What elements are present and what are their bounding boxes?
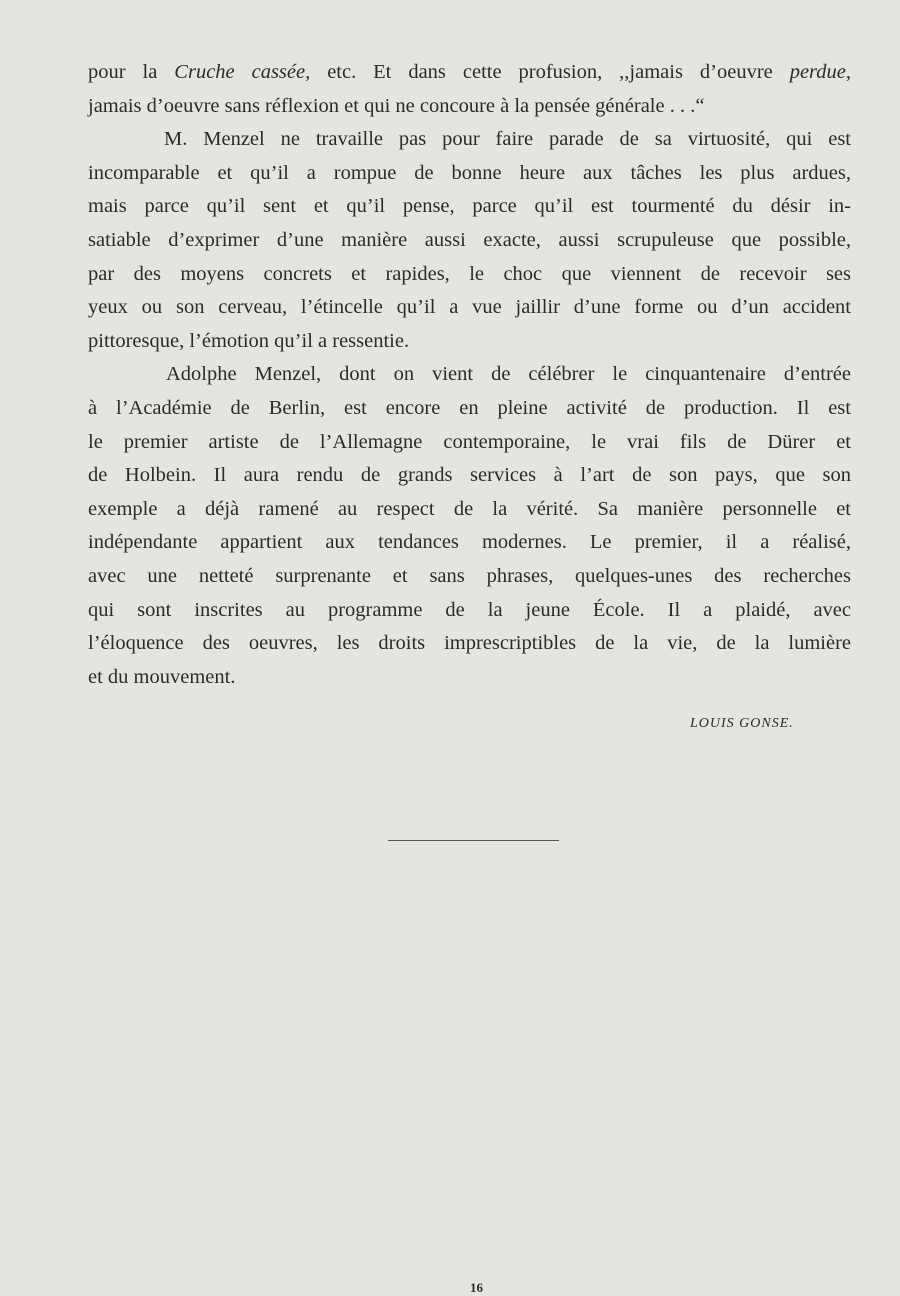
text-line: de Holbein. Il aura rendu de grands services à l’art de son pays, que son [88, 464, 851, 487]
text-line: le premier artiste de l’Allemagne contemporaine, le vrai fils de Dürer et [88, 430, 851, 453]
text-line: exemple a déjà ramené au respect de la vérité. Sa manière personnelle et [88, 497, 851, 520]
text-line: indépendante appartient aux tendances modernes. Le premier, il a réalisé, [88, 531, 851, 554]
italic-title: Cruche cassée, [174, 61, 311, 83]
text-line: Adolphe Menzel, dont on vient de célébrer le cinquantenaire d’entrée [166, 363, 851, 386]
text-line: par des moyens concrets et rapides, le choc que viennent de recevoir ses [88, 262, 851, 285]
page-number: 16 [470, 1280, 483, 1295]
text-line: l’éloquence des oeuvres, les droits imprescriptibles de la vie, de la lumière [88, 632, 851, 655]
body-text [88, 56, 851, 694]
text-line: M. Menzel ne travaille pas pour faire parade de sa virtuosité, qui est [164, 128, 851, 151]
text-line: et du mouvement. [88, 665, 236, 688]
text-run: , [845, 61, 851, 83]
text-line: avec une netteté surprenante et sans phrases, quelques-unes des recherches [88, 564, 851, 587]
text-run: pour la [88, 61, 175, 83]
text-line: mais parce qu’il sent et qu’il pense, parce qu’il est tourmenté du désir in- [88, 195, 851, 218]
italic-word: perdue [789, 61, 846, 83]
text-line: incomparable et qu’il a rompue de bonne heure aux tâches les plus ardues, [88, 161, 851, 184]
paragraph-continuation [88, 56, 851, 123]
text-line: yeux ou son cerveau, l’étincelle qu’il a vue jaillir d’une forme ou d’un accident [88, 296, 851, 319]
paragraph [88, 123, 851, 358]
text-line: satiable d’exprimer d’une manière aussi exacte, aussi scrupuleuse que possible, [88, 228, 851, 251]
text-line: jamais d’oeuvre sans réflexion et qui ne concoure à la pensée générale . . .“ [88, 94, 705, 117]
paragraph [88, 358, 851, 694]
author-signature: LOUIS GONSE. [690, 716, 794, 731]
text-line: pittoresque, l’émotion qu’il a ressentie. [88, 329, 410, 352]
text-run: etc. Et dans cette profusion, ,,jamais d’oeuvre [310, 61, 790, 83]
text-line: qui sont inscrites au programme de la jeune École. Il a plaidé, avec [88, 598, 851, 621]
text-line [88, 56, 851, 90]
divider-rule [388, 840, 559, 841]
text-line: à l’Académie de Berlin, est encore en pleine activité de production. Il est [88, 396, 851, 419]
